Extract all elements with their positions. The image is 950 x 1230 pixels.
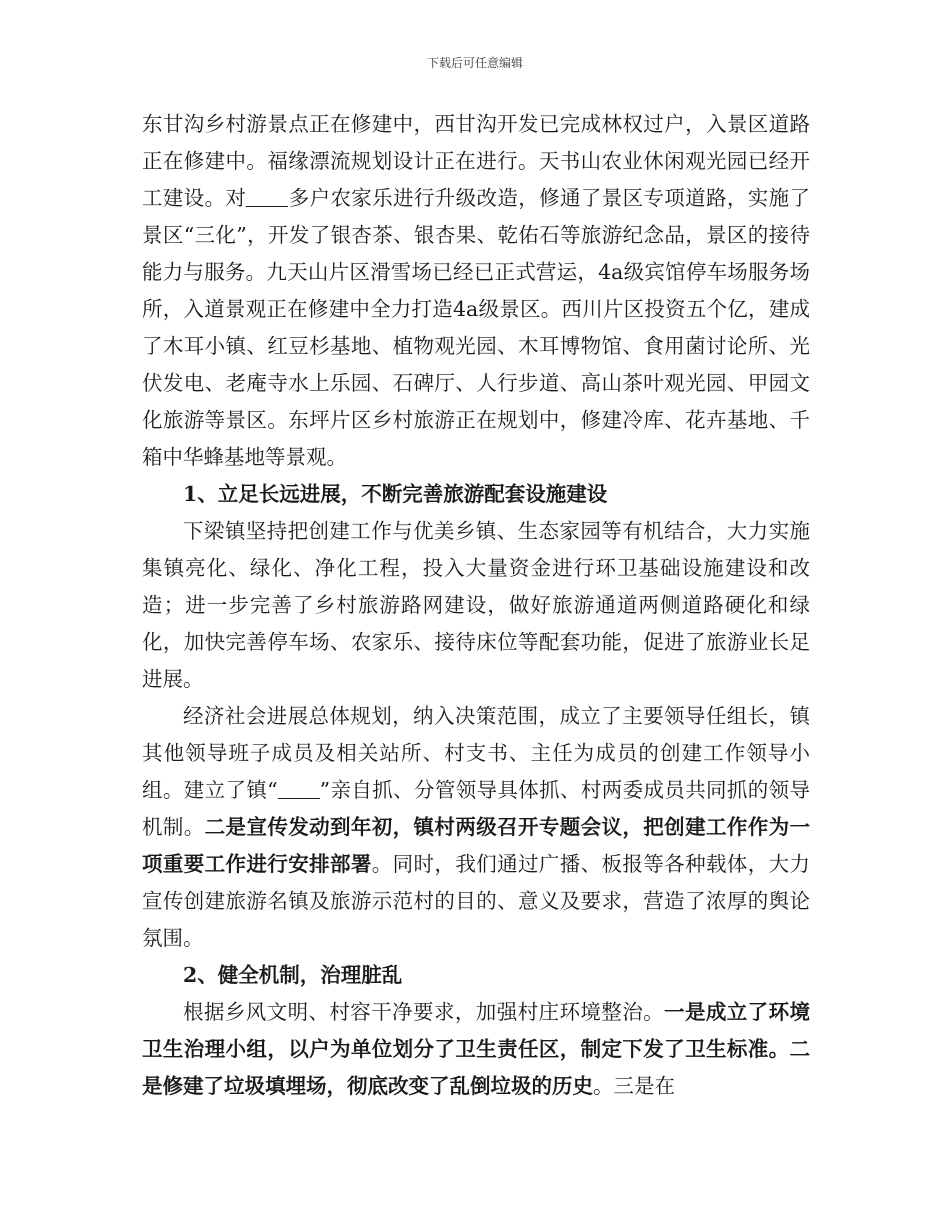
page-header: 下载后可任意编辑 (426, 56, 523, 70)
paragraph-1-part-a: 东甘沟乡村游景点正在修建中，西甘沟开发已完成林权过户，入景区道路正在修建中。福缘漂流规划设计正在进行。天书山农业休闲观光园已经开工建设。对 (142, 112, 810, 210)
paragraph-2: 下梁镇坚持把创建工作与优美乡镇、生态家园等有机结合，大力实施集镇亮化、绿化、净化工程，投入大量资金进行环卫基础设施建设和改造；进一步完善了乡村旅游路网建设，做好旅游通道两侧道路硬化和绿化，加快完善停车场、农家乐、接待床位等配套功能，促进了旅游业长足进展。 (142, 519, 810, 691)
section-heading-2: 2、健全机制，治理脏乱 (183, 963, 403, 987)
paragraph-3-bold: 二是宣传发动到年初，镇村两级召开专题会议，把创建工作作为一项重要工作进行安排部署 (142, 815, 811, 876)
paragraph-3 (142, 698, 810, 957)
paragraph-3-part-b: ”亲自抓、分管领导具体抓、村两委成员共同抓的领导机制。 (142, 778, 811, 839)
paragraph-3-part-c: 。同时，我们通过广播、板报等各种载体，大力宣传创建旅游名镇及旅游示范村的目的、意义及要求，营造了浓厚的舆论氛围。 (142, 852, 811, 950)
section-heading-1: 1、立足长远进展，不断完善旅游配套设施建设 (183, 482, 608, 506)
document-body (142, 106, 810, 1105)
paragraph-3-part-a: 经济社会进展总体规划，纳入决策范围，成立了主要领导任组长，镇其他领导班子成员及相关站所、村支书、主任为成员的创建工作领导小组。建立了镇“ (142, 704, 810, 802)
paragraph-4-part-a: 根据乡风文明、村容干净要求，加强村庄环境整治。 (183, 1000, 665, 1024)
blank-underline (278, 778, 320, 800)
paragraph-4-bold: 一是成立了环境卫生治理小组，以户为单位划分了卫生责任区，制定下发了卫生标准。二是修建了垃圾填埋场，彻底改变了乱倒垃圾的历史 (142, 1000, 811, 1098)
paragraph-1-part-b: 多户农家乐进行升级改造，修通了景区专项道路，实施了景区“三化”，开发了银杏茶、银杏果、乾佑石等旅游纪念品，景区的接待能力与服务。九天山片区滑雪场已经已正式营运，4a级宾馆停车场服务场所，入道景观正在修建中全力打造4a级景区。西川片区投资五个亿，建成了木耳小镇、红豆杉基地、植物观光园、木耳博物馆、食用菌讨论所、光伏发电、老庵寺水上乐园、石碑厅、人行步道、高山茶叶观光园、甲园文化旅游等景区。东坪片区乡村旅游正在规划中，修建冷库、花卉基地、千箱中华蜂基地等景观。 (142, 186, 811, 469)
paragraph-4 (142, 994, 810, 1105)
paragraph-4-part-c: 。三是在 (593, 1074, 675, 1098)
paragraph-1 (142, 106, 810, 476)
blank-underline (246, 186, 288, 208)
